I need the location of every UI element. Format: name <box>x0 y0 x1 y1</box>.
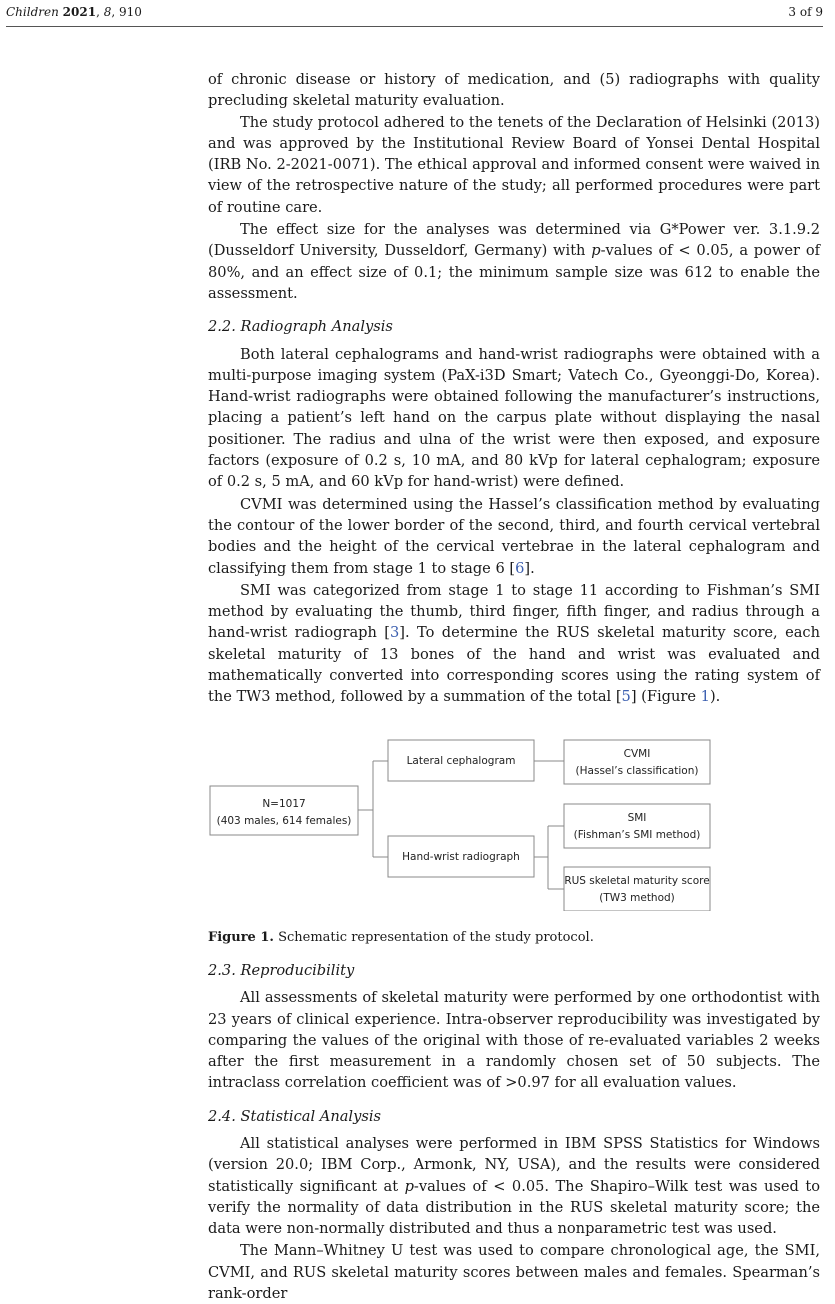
journal-citation: Children 2021, 8, 910 <box>6 5 142 19</box>
box-smi-line2: (Fishman’s SMI method) <box>573 828 701 841</box>
box-sample-line1: N=1017 <box>262 797 306 810</box>
section-heading-2-2: 2.2. Radiograph Analysis <box>208 318 393 336</box>
paragraph-sample-size: The effect size for the analyses was determined via G*Power ver. 3.1.9.2 (Dusseldorf University, Dusseldorf, Germany) with p-values of < 0.05, a power of 80%, and an effect size of 0.1; the minimum sample size was 612 to enable the assessment. <box>208 221 821 302</box>
box-sample <box>210 786 358 835</box>
box-smi-line1: SMI <box>627 811 647 824</box>
journal-pages: , 910 <box>111 5 142 19</box>
box-handwrist-label: Hand-wrist radiograph <box>402 850 520 863</box>
figure-1-flowchart <box>208 733 820 911</box>
flowchart-svg <box>208 733 820 911</box>
box-rus <box>564 867 710 911</box>
citation-link[interactable]: 5 <box>621 688 631 706</box>
figure-caption: Figure 1. Schematic representation of the study protocol. <box>208 929 594 945</box>
box-cvmi-line1: CVMI <box>623 747 651 760</box>
box-rus-line1: RUS skeletal maturity score <box>564 874 710 887</box>
paragraph-statistics: All statistical analyses were performed in IBM SPSS Statistics for Windows (version 20.0; IBM Corp., Armonk, NY, USA), and the results were considered statistically significant at p-values of < 0.05. The Shapiro–Wilk test was used to verify the normality of data distribution in the RUS skeletal maturity score; the data were non-normally distributed and thus a nonparametric test was used. <box>208 1134 820 1238</box>
citation-link[interactable]: 6 <box>515 559 525 577</box>
paragraph-smi: SMI was categorized from stage 1 to stage 11 according to Fishman’s SMI method by evaluating the thumb, third finger, fifth finger, and radius through a hand-wrist radiograph [3]. To determine the RUS skeletal maturity score, each skeletal maturity of 13 bones of the hand and wrist was evaluated and mathematically converted into corresponding scores using the rating system of the TW3 method, followed by a summation of the total [5] (Figure 1). <box>208 581 821 706</box>
journal-year: 2021 <box>62 5 97 19</box>
journal-volume: 8 <box>103 5 112 19</box>
paragraph-mann-whitney: The Mann–Whitney U test was used to compare chronological age, the SMI, CVMI, and RUS skeletal maturity scores between males and females. Spearman’s rank-order <box>208 1242 820 1303</box>
article-body <box>208 69 820 1304</box>
paragraph-ethics: The study protocol adhered to the tenets of the Declaration of Helsinki (2013) and was approved by the Institutional Review Board of Yonsei Dental Hospital (IRB No. 2-2021-0071). The ethical approval and informed consent were waived in view of the retrospective nature of the study; all performed procedures were part of routine care. <box>208 113 820 216</box>
journal-name: Children <box>6 5 59 19</box>
box-cvmi <box>564 740 710 784</box>
box-rus-line2: (TW3 method) <box>599 891 675 904</box>
page-number: 3 of 9 <box>788 5 823 19</box>
section-heading-2-4: 2.4. Statistical Analysis <box>208 1107 381 1125</box>
box-sample-line2: (403 males, 614 females) <box>216 814 352 827</box>
box-smi <box>564 804 710 848</box>
paragraph-cvmi: CVMI was determined using the Hassel’s classification method by evaluating the contour of the lower border of the second, third, and fourth cervical vertebral bodies and the height of the cervical vertebrae in the lateral cephalogram and classifying them from stage 1 to stage 6 [6]. <box>208 495 820 577</box>
section-heading-2-3: 2.3. Reproducibility <box>208 961 355 979</box>
paragraph-exclusion-criteria: of chronic disease or history of medication, and (5) radiographs with quality precluding skeletal maturity evaluation. <box>208 71 820 110</box>
paragraph-reproducibility: All assessments of skeletal maturity were performed by one orthodontist with 23 years of clinical experience. Intra-observer reproducibility was investigated by comparing the values of the original with those of re-evaluated variables 2 weeks after the first measurement in a randomly chosen set of 50 subjects. The intraclass correlation coefficient was of >0.97 for all evaluation values. <box>208 989 820 1092</box>
figure-link[interactable]: 1 <box>700 688 710 706</box>
paragraph-imaging: Both lateral cephalograms and hand-wrist radiographs were obtained with a multi-purpose imaging system (PaX-i3D Smart; Vatech Co., Gyeonggi-Do, Korea). Hand-wrist radiographs were obtained following the manufacturer’s instructions, placing a patient’s left hand on the carpus plate without displaying the nasal positioner. The radius and ulna of the wrist were then exposed, and exposure factors (exposure of 0.2 s, 10 mA, and 80 kVp for lateral cephalogram; exposure of 0.2 s, 5 mA, and 60 kVp for hand-wrist) were defined. <box>208 345 820 491</box>
box-lateral-label: Lateral cephalogram <box>406 754 516 767</box>
box-cvmi-line2: (Hassel’s classification) <box>575 764 699 777</box>
citation-link[interactable]: 3 <box>389 624 400 642</box>
page-header <box>6 0 823 27</box>
